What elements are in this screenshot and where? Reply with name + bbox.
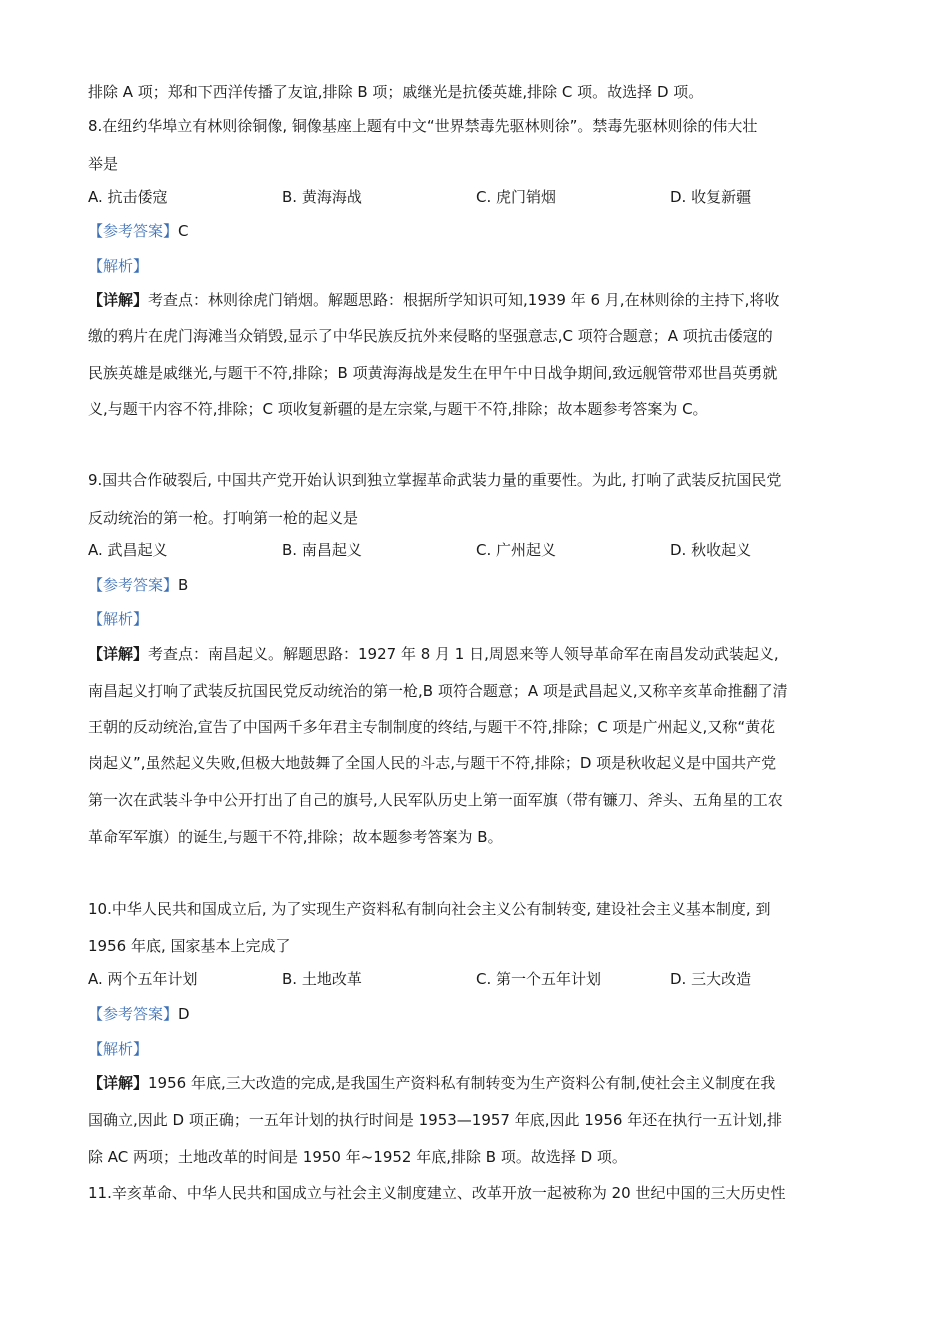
q8-detail-line-4: 义,与题干内容不符,排除；C 项收复新疆的是左宗棠,与题干不符,排除；故本题参考答案为 C。 bbox=[88, 400, 708, 418]
q8-answer bbox=[88, 221, 189, 241]
q8-detail-line-3: 民族英雄是戚继光,与题干不符,排除；B 项黄海海战是发生在甲午中日战争期间,致远舰管带邓世昌英勇就 bbox=[88, 364, 778, 382]
q9-stem-line-2: 反动统治的第一枪。打响第一枪的起义是 bbox=[88, 509, 359, 527]
q8-detail-line-2: 缴的鸦片在虎门海滩当众销毁,显示了中华民族反抗外来侵略的坚强意志,C 项符合题意；A 项抗击倭寇的 bbox=[88, 327, 773, 345]
q9-detail-text-1: 考查点：南昌起义。解题思路：1927 年 8 月 1 日,周恩来等人领导革命军在南昌发动武装起义, bbox=[148, 645, 779, 663]
q10-option-c: C. 第一个五年计划 bbox=[476, 970, 602, 988]
q8-detail-line-1 bbox=[88, 290, 779, 310]
q9-detail-line-5: 第一次在武装斗争中公开打出了自己的旗号,人民军队历史上第一面军旗（带有镰刀、斧头、五角星的工农 bbox=[88, 791, 783, 809]
detail-label: 【详解】 bbox=[88, 1074, 149, 1092]
q10-analysis-label: 【解析】 bbox=[88, 1040, 149, 1058]
q11-stem-line-1: 11.辛亥革命、中华人民共和国成立与社会主义制度建立、改革开放一起被称为 20 世纪中国的三大历史性 bbox=[88, 1184, 786, 1202]
q10-detail-line-2: 国确立,因此 D 项正确；一五年计划的执行时间是 1953—1957 年底,因此 1956 年还在执行一五计划,排 bbox=[88, 1111, 782, 1129]
q8-option-c: C. 虎门销烟 bbox=[476, 188, 557, 206]
q8-detail-text-1: 考查点：林则徐虎门销烟。解题思路：根据所学知识可知,1939 年 6 月,在林则徐的主持下,将收 bbox=[148, 291, 780, 309]
q8-option-b: B. 黄海海战 bbox=[282, 188, 362, 206]
q10-option-d: D. 三大改造 bbox=[670, 970, 752, 988]
q8-option-d: D. 收复新疆 bbox=[670, 188, 752, 206]
detail-label: 【详解】 bbox=[88, 291, 149, 309]
detail-label: 【详解】 bbox=[88, 645, 149, 663]
q9-detail-line-3: 王朝的反动统治,宣告了中国两千多年君主专制制度的终结,与题干不符,排除；C 项是广州起义,又称“黄花 bbox=[88, 718, 776, 736]
q9-answer-value: B bbox=[178, 576, 189, 594]
q10-detail-text-1: 1956 年底,三大改造的完成,是我国生产资料私有制转变为生产资料公有制,使社会主义制度在我 bbox=[148, 1074, 776, 1092]
q9-option-d: D. 秋收起义 bbox=[670, 541, 752, 559]
q10-answer bbox=[88, 1004, 190, 1024]
q9-stem-line-1: 9.国共合作破裂后, 中国共产党开始认识到独立掌握革命武装力量的重要性。为此, 打响了武装反抗国民党 bbox=[88, 471, 782, 489]
answer-label: 【参考答案】 bbox=[88, 576, 179, 594]
q9-answer bbox=[88, 575, 188, 595]
q10-detail-line-3: 除 AC 两项；土地改革的时间是 1950 年~1952 年底,排除 B 项。故选择 D 项。 bbox=[88, 1148, 627, 1166]
q9-detail-line-4: 岗起义”,虽然起义失败,但极大地鼓舞了全国人民的斗志,与题干不符,排除；D 项是秋收起义是中国共产党 bbox=[88, 754, 777, 772]
q10-detail-line-1 bbox=[88, 1073, 775, 1093]
q10-stem-line-2: 1956 年底, 国家基本上完成了 bbox=[88, 937, 291, 955]
q8-stem-line-1: 8.在纽约华埠立有林则徐铜像, 铜像基座上题有中文“世界禁毒先驱林则徐”。禁毒先驱林则徐的伟大壮 bbox=[88, 117, 758, 135]
q8-option-a: A. 抗击倭寇 bbox=[88, 188, 168, 206]
q9-option-c: C. 广州起义 bbox=[476, 541, 557, 559]
q8-options bbox=[88, 187, 864, 207]
q8-stem-line-2: 举是 bbox=[88, 155, 119, 173]
q9-options bbox=[88, 540, 864, 560]
q10-option-b: B. 土地改革 bbox=[282, 970, 362, 988]
q10-options bbox=[88, 969, 864, 989]
answer-label: 【参考答案】 bbox=[88, 1005, 179, 1023]
q9-option-b: B. 南昌起义 bbox=[282, 541, 362, 559]
q10-stem-line-1: 10.中华人民共和国成立后, 为了实现生产资料私有制向社会主义公有制转变, 建设社会主义基本制度, 到 bbox=[88, 900, 771, 918]
q9-detail-line-6: 革命军军旗）的诞生,与题干不符,排除；故本题参考答案为 B。 bbox=[88, 828, 503, 846]
answer-label: 【参考答案】 bbox=[88, 222, 179, 240]
q9-detail-line-1 bbox=[88, 644, 779, 664]
q9-option-a: A. 武昌起义 bbox=[88, 541, 168, 559]
q10-answer-value: D bbox=[178, 1005, 190, 1023]
q8-answer-value: C bbox=[178, 222, 189, 240]
q10-option-a: A. 两个五年计划 bbox=[88, 970, 198, 988]
q8-analysis-label: 【解析】 bbox=[88, 257, 149, 275]
q9-analysis-label: 【解析】 bbox=[88, 610, 149, 628]
intro-line: 排除 A 项；郑和下西洋传播了友谊,排除 B 项；戚继光是抗倭英雄,排除 C 项。故选择 D 项。 bbox=[88, 83, 704, 101]
q9-detail-line-2: 南昌起义打响了武装反抗国民党反动统治的第一枪,B 项符合题意；A 项是武昌起义,又称辛亥革命推翻了清 bbox=[88, 682, 788, 700]
